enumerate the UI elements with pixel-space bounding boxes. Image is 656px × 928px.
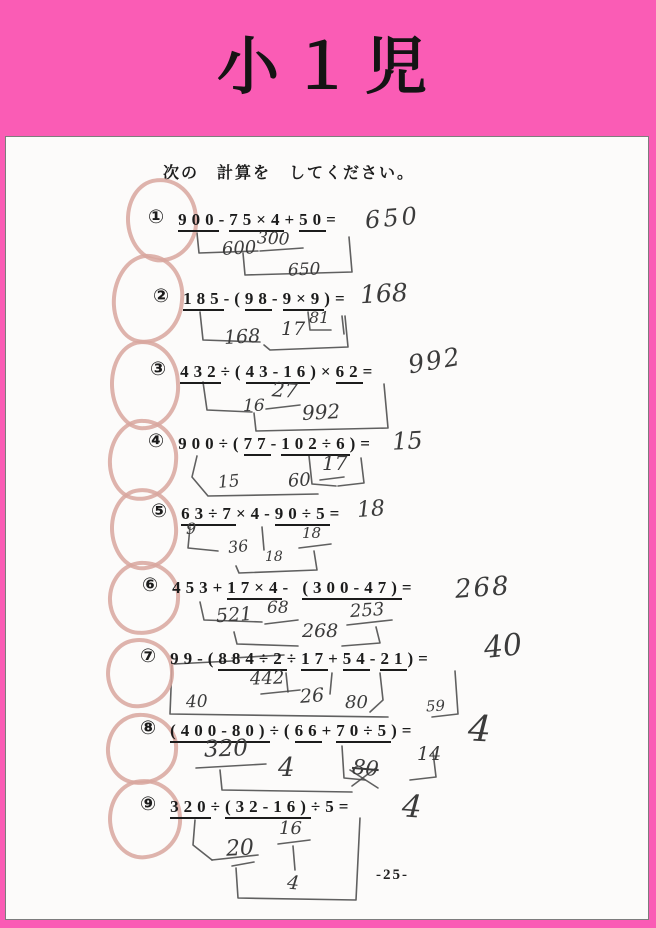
problem-number: ⑤ [151,500,168,522]
equation-segment: + [212,578,228,597]
handwritten-answer: 992 [405,341,464,380]
equation-segment: (400-80) [170,721,269,743]
handwritten-answer: 18 [356,496,386,523]
equation-segment: = [418,649,433,668]
work-value: 17 [281,318,306,340]
equation-segment: 54 [343,649,370,671]
equation-segment: 98 [245,289,272,311]
handwritten-answer: 4 [400,788,424,826]
problem-number: ② [153,285,170,307]
equation-segment: = [360,434,375,453]
problem-number: ⑨ [140,793,157,815]
equation [172,578,416,600]
equation-segment: 900 [178,210,219,232]
equation [181,504,344,526]
work-value: 300 [256,228,290,250]
equation-segment: ÷ [286,649,302,668]
work-value: 442 [249,667,285,690]
work-value: 600 [221,237,257,260]
equation-segment: - [282,578,303,597]
work-value: 81 [309,308,330,327]
equation-segment: 9×9 [283,289,325,311]
problem-row-9 [140,793,353,817]
equation-segment: ) [349,434,361,453]
equation-segment: 77 [244,434,271,456]
handwritten-answer: 40 [482,627,524,666]
work-value: 268 [302,620,339,642]
equation-segment: 50 [299,210,326,232]
equation-segment: 884÷2 [218,649,286,671]
equation-segment: 185 [183,289,224,311]
equation [170,797,353,819]
equation-segment: (32-16) [225,797,311,819]
problem-number: ① [148,206,165,228]
equation-segment: ÷5 [310,797,339,816]
handwritten-answer: 15 [391,426,424,456]
work-value: 650 [287,259,321,281]
work-value: 521 [215,602,253,628]
equation-segment: = [326,210,341,229]
equation-segment: ×4- [235,504,275,523]
equation-segment: 900 [178,434,219,453]
equation-segment: -( [197,649,219,668]
equation-segment: ) [407,649,419,668]
instruction-text: 次の 計算を してください。 [163,165,416,182]
work-value: 253 [349,598,386,623]
equation-segment: = [334,289,350,308]
work-value: 60 [287,469,312,492]
problem-row-1 [148,206,341,230]
equation-segment: 63÷7 [181,504,236,526]
equation-segment: ) [324,289,335,308]
work-value: 168 [223,325,261,349]
work-value: 4 [285,871,301,895]
equation-segment: )× [310,362,336,381]
equation-segment: ÷( [220,362,246,381]
problem-row-3 [150,358,377,382]
problem-number: ④ [148,430,165,452]
problem-number: ⑦ [140,645,157,667]
problem-row-2 [153,285,350,309]
equation-segment: = [401,721,417,740]
problem-number: ③ [150,358,167,380]
equation-segment: 43-16 [246,362,311,384]
work-value: 16 [279,818,302,839]
work-value: 18 [265,549,283,565]
work-value: 59 [425,696,446,716]
handwritten-answer: 650 [363,201,421,235]
equation-segment: 21 [380,649,407,671]
work-value: 26 [299,684,325,708]
work-value: 14 [417,743,442,765]
equation-segment: 90÷5 [275,504,330,526]
equation-segment: ÷( [269,721,295,740]
header-banner [0,0,656,136]
problem-number: ⑥ [142,574,159,596]
problem-row-6 [142,574,417,598]
page-number: -25- [376,867,409,883]
problem-row-8 [140,717,416,741]
equation-segment: - [218,210,230,229]
work-value: 320 [203,735,249,763]
equation-segment: + [321,721,337,740]
work-value: 68 [267,598,289,618]
equation-segment: - [271,289,283,308]
equation [170,649,433,671]
problem-row-5 [151,500,344,524]
work-value: 16 [243,396,265,416]
equation-segment: 432 [180,362,221,384]
equation-segment: ) [391,721,402,740]
work-value-scratched: 80 [351,754,380,782]
equation-segment: (300-47) [302,578,401,600]
problem-number: ⑧ [140,717,157,739]
equation-segment: ÷( [218,434,244,453]
work-value: 4 [278,753,295,783]
work-value: 20 [225,835,255,862]
equation-segment: -( [223,289,245,308]
work-value: 80 [345,692,368,713]
handwritten-answer: 268 [454,571,512,605]
handwritten-answer: 4 [466,708,492,751]
equation-segment: 62 [336,362,363,384]
work-value: 15 [217,471,241,493]
work-value: 27 [271,377,299,403]
equation-segment: 99 [170,649,198,668]
equation-segment: = [401,578,417,597]
equation-segment: - [270,434,282,453]
equation-segment: 75×4 [229,210,284,232]
equation-segment: = [338,797,354,816]
equation-segment: = [362,362,378,381]
equation-segment: + [328,649,343,668]
equation-segment: 453 [172,578,213,597]
work-value: 18 [302,524,322,542]
equation-segment: 66 [295,721,322,743]
equation-segment: 320 [170,797,211,819]
work-value: 36 [227,535,250,558]
equation-segment: ÷ [210,797,225,816]
equation-segment: + [284,210,300,229]
equation-segment: 17 [301,649,328,671]
equation-segment: 102÷6 [281,434,349,456]
handwritten-answer: 168 [359,277,409,310]
work-value: 992 [301,399,341,425]
equation-segment: 17×4 [227,578,282,600]
work-value: 17 [322,451,348,475]
work-value: 9 [186,519,197,538]
work-value: 40 [185,691,208,713]
equation-segment: - [369,649,381,668]
equation-segment: 70÷5 [336,721,391,743]
problem-row-7 [140,645,433,669]
page-title: 小１児 [216,33,439,102]
equation-segment: = [329,504,345,523]
